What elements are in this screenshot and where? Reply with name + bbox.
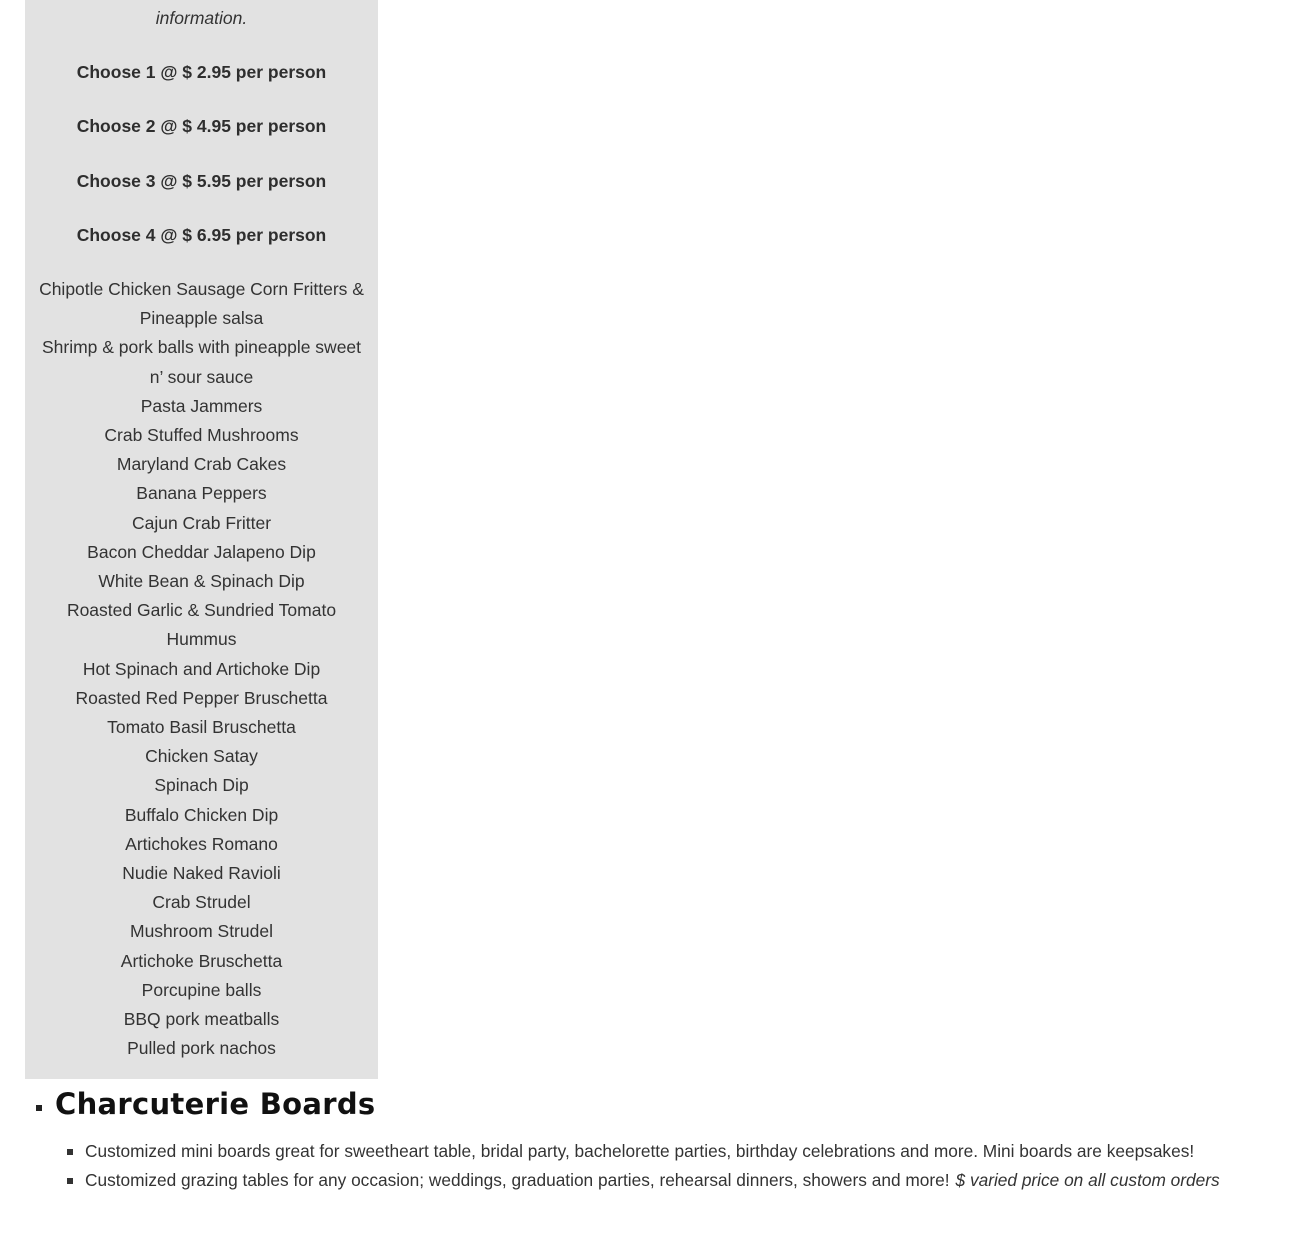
menu-item: White Bean & Spinach Dip bbox=[98, 571, 305, 592]
list-item-text: Customized mini boards great for sweetheart table, bridal party, bachelorette parties, birthday celebrations and more. Mini boards are keepsakes! bbox=[85, 1141, 1195, 1161]
menu-item: Maryland Crab Cakes bbox=[116, 454, 287, 475]
menu-item: Shrimp & pork balls with pineapple sweet n’ sour sauce bbox=[41, 337, 362, 387]
menu-item: Banana Peppers bbox=[136, 483, 267, 504]
menu-intro-text: information. bbox=[155, 8, 248, 28]
appetizer-menu-panel bbox=[25, 0, 378, 1079]
menu-item: Mushroom Strudel bbox=[130, 921, 273, 942]
menu-item: BBQ pork meatballs bbox=[123, 1009, 280, 1030]
menu-item: Artichoke Bruschetta bbox=[120, 950, 283, 971]
menu-item: Chicken Satay bbox=[145, 746, 258, 767]
menu-item: Hot Spinach and Artichoke Dip bbox=[82, 658, 321, 679]
menu-item: Buffalo Chicken Dip bbox=[124, 804, 279, 825]
square-bullet-icon bbox=[67, 1149, 73, 1155]
square-bullet-icon bbox=[36, 1105, 42, 1111]
square-bullet-icon bbox=[67, 1178, 73, 1184]
list-item bbox=[30, 1137, 1280, 1166]
menu-item: Crab Strudel bbox=[152, 892, 251, 913]
menu-item: Chipotle Chicken Sausage Corn Fritters & Pineapple salsa bbox=[39, 279, 364, 329]
menu-item: Porcupine balls bbox=[141, 979, 262, 1000]
pricing-option: Choose 1 @ $ 2.95 per person bbox=[76, 62, 327, 82]
menu-item: Cajun Crab Fritter bbox=[131, 512, 272, 533]
charcuterie-list bbox=[30, 1137, 1280, 1195]
menu-item: Artichokes Romano bbox=[125, 833, 278, 854]
list-item-text: Customized grazing tables for any occasion; weddings, graduation parties, rehearsal dinners, showers and more! bbox=[85, 1170, 950, 1191]
menu-item: Roasted Red Pepper Bruschetta bbox=[75, 687, 328, 708]
price-note: $ varied price on all custom orders bbox=[955, 1170, 1220, 1191]
pricing-list bbox=[25, 60, 378, 277]
section-heading: Charcuterie Boards bbox=[55, 1087, 376, 1121]
pricing-option: Choose 4 @ $ 6.95 per person bbox=[76, 224, 327, 245]
menu-item: Crab Stuffed Mushrooms bbox=[104, 425, 299, 446]
menu-item: Spinach Dip bbox=[154, 775, 249, 796]
list-item bbox=[30, 1166, 1280, 1195]
menu-item: Roasted Garlic & Sundried Tomato Hummus bbox=[66, 600, 337, 650]
pricing-option: Choose 2 @ $ 4.95 per person bbox=[76, 116, 327, 137]
menu-item: Tomato Basil Bruschetta bbox=[107, 717, 296, 738]
menu-item: Pasta Jammers bbox=[140, 395, 263, 416]
menu-item: Nudie Naked Ravioli bbox=[122, 863, 281, 884]
menu-item: Bacon Cheddar Jalapeno Dip bbox=[87, 541, 316, 562]
appetizer-item-list bbox=[39, 275, 364, 1063]
pricing-option: Choose 3 @ $ 5.95 per person bbox=[76, 170, 327, 191]
menu-item: Pulled pork nachos bbox=[127, 1038, 276, 1059]
